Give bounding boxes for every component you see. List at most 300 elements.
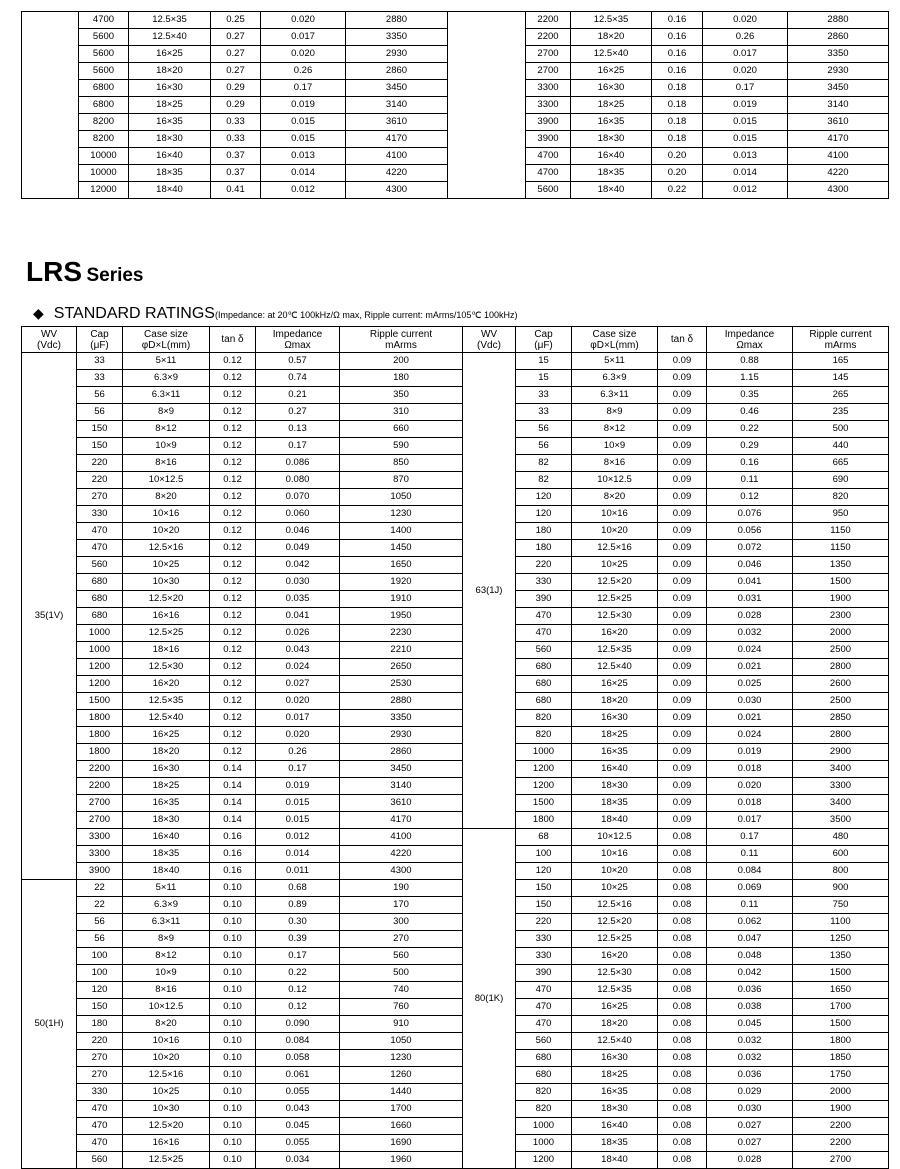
ratings-table-right — [462, 326, 889, 1169]
table-row — [22, 608, 463, 625]
ripple-current-value: 4170 — [788, 131, 889, 148]
impedance-value: 0.019 — [256, 778, 340, 795]
tan-delta-value: 0.18 — [652, 131, 703, 148]
tan-delta-value: 0.08 — [658, 982, 707, 999]
impedance-value: 0.035 — [256, 591, 340, 608]
cap-value: 180 — [77, 1016, 123, 1033]
impedance-header-line: Impedance — [724, 328, 775, 340]
cap-value: 330 — [516, 948, 572, 965]
impedance-value: 0.041 — [707, 574, 793, 591]
cap-value: 680 — [77, 608, 123, 625]
case-size-value: 18×20 — [572, 693, 658, 710]
tan-delta-value: 0.08 — [658, 1118, 707, 1135]
tan-delta-value: 0.09 — [658, 557, 707, 574]
case-size-value: 18×40 — [572, 1152, 658, 1169]
case-size-value: 12.5×20 — [123, 1118, 210, 1135]
tan-delta-value: 0.09 — [658, 710, 707, 727]
ripple-current-value: 3450 — [788, 80, 889, 97]
case-size-header — [572, 327, 658, 353]
ripple-current-value: 2860 — [788, 29, 889, 46]
impedance-value: 0.030 — [707, 693, 793, 710]
ripple-current-value: 3500 — [793, 812, 889, 829]
ripple-current-value: 480 — [793, 829, 889, 846]
ripple-current-value: 3610 — [788, 114, 889, 131]
case-size-value: 16×30 — [572, 1050, 658, 1067]
cap-value: 1000 — [77, 642, 123, 659]
tan-delta-value: 0.29 — [211, 97, 261, 114]
case-size-value: 12.5×16 — [572, 897, 658, 914]
case-size-value: 8×9 — [123, 931, 210, 948]
ripple-current-value: 2600 — [793, 676, 889, 693]
table-row — [22, 965, 463, 982]
tan-delta-value: 0.18 — [652, 114, 703, 131]
case-size-header — [123, 327, 210, 353]
cap-value: 3900 — [526, 131, 571, 148]
cap-value: 470 — [77, 540, 123, 557]
case-size-value: 16×25 — [571, 63, 652, 80]
tan-delta-value: 0.08 — [658, 965, 707, 982]
tan-delta-value: 0.09 — [658, 693, 707, 710]
cap-value: 330 — [77, 1084, 123, 1101]
case-size-value: 8×16 — [123, 455, 210, 472]
ripple-current-value: 1150 — [793, 540, 889, 557]
ripple-current-value: 2500 — [793, 642, 889, 659]
cap-value: 3900 — [526, 114, 571, 131]
cap-value: 1800 — [516, 812, 572, 829]
cap-value: 100 — [77, 948, 123, 965]
series-word: Series — [86, 265, 144, 286]
cap-value: 220 — [77, 1033, 123, 1050]
tan-delta-value: 0.18 — [652, 80, 703, 97]
impedance-value: 0.061 — [256, 1067, 340, 1084]
impedance-value: 0.22 — [256, 965, 340, 982]
ripple-current-value: 3350 — [346, 29, 448, 46]
ripple-current-header — [793, 327, 889, 353]
tan-delta-value: 0.08 — [658, 948, 707, 965]
case-size-value: 18×35 — [572, 795, 658, 812]
cap-value: 220 — [77, 472, 123, 489]
cap-value: 56 — [77, 931, 123, 948]
case-size-value: 12.5×35 — [572, 982, 658, 999]
tan-delta-value: 0.09 — [658, 489, 707, 506]
impedance-value: 0.46 — [707, 404, 793, 421]
cap-value: 33 — [77, 353, 123, 370]
tan-delta-value: 0.09 — [658, 387, 707, 404]
case-size-value: 16×20 — [572, 948, 658, 965]
ripple-current-value: 2900 — [793, 744, 889, 761]
case-size-value: 12.5×16 — [123, 540, 210, 557]
case-size-value: 16×40 — [123, 829, 210, 846]
cap-value: 82 — [516, 455, 572, 472]
ripple-current-value: 4220 — [340, 846, 463, 863]
case-size-value: 10×12.5 — [572, 472, 658, 489]
case-size-value: 8×16 — [123, 982, 210, 999]
table-row — [463, 489, 889, 506]
impedance-value: 0.027 — [256, 676, 340, 693]
cap-value: 1000 — [516, 1135, 572, 1152]
table-row — [22, 438, 463, 455]
case-size-value: 16×25 — [572, 999, 658, 1016]
impedance-value: 0.22 — [707, 421, 793, 438]
impedance-value: 0.026 — [256, 625, 340, 642]
cap-value: 56 — [77, 387, 123, 404]
ripple-current-value: 1250 — [793, 931, 889, 948]
wv-header — [463, 327, 516, 353]
table-row — [22, 795, 463, 812]
case-size-value: 10×20 — [572, 523, 658, 540]
ripple-current-value: 590 — [340, 438, 463, 455]
ripple-current-value: 4220 — [346, 165, 448, 182]
tan-delta-value: 0.10 — [210, 880, 256, 897]
case-size-value: 12.5×16 — [572, 540, 658, 557]
ripple-current-value: 1900 — [793, 591, 889, 608]
cap-value: 150 — [77, 999, 123, 1016]
tan-delta-value: 0.09 — [658, 404, 707, 421]
cap-value: 1200 — [77, 659, 123, 676]
ripple-current-value: 500 — [340, 965, 463, 982]
ripple-current-value: 1850 — [793, 1050, 889, 1067]
tan-delta-value: 0.12 — [210, 727, 256, 744]
tan-delta-value: 0.10 — [210, 1084, 256, 1101]
case-size-value: 18×20 — [129, 63, 211, 80]
impedance-value: 0.046 — [707, 557, 793, 574]
cap-value: 1500 — [516, 795, 572, 812]
case-size-value: 18×35 — [571, 165, 652, 182]
cap-value: 470 — [77, 1135, 123, 1152]
impedance-value: 0.060 — [256, 506, 340, 523]
table-row — [463, 455, 889, 472]
cap-value: 15 — [516, 353, 572, 370]
table-row — [463, 1118, 889, 1135]
case-size-value: 12.5×16 — [123, 1067, 210, 1084]
cap-value: 33 — [516, 387, 572, 404]
tan-delta-value: 0.08 — [658, 914, 707, 931]
impedance-value: 0.042 — [707, 965, 793, 982]
impedance-value: 0.11 — [707, 846, 793, 863]
ripple-current-value: 690 — [793, 472, 889, 489]
impedance-value: 0.11 — [707, 472, 793, 489]
ripple-current-value: 3450 — [340, 761, 463, 778]
tan-delta-value: 0.10 — [210, 1135, 256, 1152]
cap-value: 2200 — [526, 29, 571, 46]
case-size-value: 8×9 — [123, 404, 210, 421]
case-size-value: 12.5×20 — [572, 914, 658, 931]
table-row — [22, 574, 463, 591]
impedance-value: 0.17 — [261, 80, 346, 97]
table-row — [22, 114, 448, 131]
ratings-table-left — [21, 326, 463, 1169]
impedance-value: 0.032 — [707, 1033, 793, 1050]
cap-value: 56 — [77, 404, 123, 421]
impedance-value: 0.043 — [256, 1101, 340, 1118]
case-size-value: 18×16 — [123, 642, 210, 659]
tan-delta-value: 0.08 — [658, 931, 707, 948]
table-row — [463, 693, 889, 710]
cap-value: 22 — [77, 880, 123, 897]
case-size-value: 12.5×30 — [123, 659, 210, 676]
table-row — [22, 1118, 463, 1135]
case-size-value: 16×25 — [129, 46, 211, 63]
tan-delta-value: 0.20 — [652, 148, 703, 165]
table-row — [463, 1084, 889, 1101]
tan-delta-value: 0.10 — [210, 914, 256, 931]
cap-value: 2700 — [77, 795, 123, 812]
table-row — [463, 472, 889, 489]
ripple-current-value: 1050 — [340, 1033, 463, 1050]
table-row — [22, 1050, 463, 1067]
cap-value: 1200 — [77, 676, 123, 693]
tan-delta-value: 0.08 — [658, 1050, 707, 1067]
ripple-current-value: 1960 — [340, 1152, 463, 1169]
table-row — [22, 659, 463, 676]
table-row — [463, 557, 889, 574]
table-row — [22, 455, 463, 472]
table-row — [463, 1135, 889, 1152]
case-size-value: 8×12 — [123, 421, 210, 438]
ripple-current-value: 2200 — [793, 1135, 889, 1152]
tan-delta-value: 0.08 — [658, 863, 707, 880]
impedance-value: 0.020 — [261, 12, 346, 29]
cap-value: 470 — [77, 1101, 123, 1118]
cap-value: 5600 — [79, 46, 129, 63]
diamond-icon: ◆ — [33, 305, 44, 321]
impedance-value: 0.070 — [256, 489, 340, 506]
case-size-value: 16×16 — [123, 1135, 210, 1152]
case-size-value: 16×40 — [571, 148, 652, 165]
table-row — [22, 29, 448, 46]
impedance-value: 0.027 — [707, 1118, 793, 1135]
table-row — [463, 1152, 889, 1169]
case-size-value: 10×9 — [572, 438, 658, 455]
table-row — [22, 1016, 463, 1033]
impedance-value: 0.090 — [256, 1016, 340, 1033]
wv-cell: 35(1V) — [22, 353, 77, 880]
ripple-current-value: 2500 — [793, 693, 889, 710]
cap-value: 150 — [516, 897, 572, 914]
tan-delta-value: 0.27 — [211, 63, 261, 80]
tan-delta-value: 0.12 — [210, 472, 256, 489]
case-size-value: 12.5×35 — [129, 12, 211, 29]
table-row — [463, 744, 889, 761]
wv-cell: 50(1H) — [22, 880, 77, 1169]
impedance-value: 0.017 — [703, 46, 788, 63]
table-row — [22, 370, 463, 387]
tan-delta-value: 0.09 — [658, 778, 707, 795]
case-size-value: 18×30 — [123, 812, 210, 829]
tan-delta-value: 0.12 — [210, 489, 256, 506]
impedance-value: 0.17 — [256, 438, 340, 455]
cap-value: 3300 — [77, 846, 123, 863]
case-size-value: 12.5×25 — [123, 625, 210, 642]
table-row — [22, 1084, 463, 1101]
series-title — [26, 256, 144, 288]
table-row — [22, 914, 463, 931]
cap-value: 2700 — [77, 812, 123, 829]
ripple-current-value: 2860 — [340, 744, 463, 761]
table-row — [463, 778, 889, 795]
cap-value: 3300 — [526, 97, 571, 114]
ripple-current-value: 2930 — [788, 63, 889, 80]
impedance-value: 0.048 — [707, 948, 793, 965]
table-row — [463, 914, 889, 931]
table-row — [22, 353, 463, 370]
impedance-value: 0.019 — [707, 744, 793, 761]
tan-delta-value: 0.09 — [658, 455, 707, 472]
impedance-value: 0.17 — [703, 80, 788, 97]
table-row — [22, 999, 463, 1016]
table-row — [22, 846, 463, 863]
ripple-current-value: 1150 — [793, 523, 889, 540]
ripple-current-header-line: mArms — [385, 339, 417, 351]
case-size-value: 8×12 — [123, 948, 210, 965]
case-size-value: 18×40 — [129, 182, 211, 199]
tan-delta-value: 0.10 — [210, 999, 256, 1016]
table-row — [463, 710, 889, 727]
impedance-value: 0.027 — [707, 1135, 793, 1152]
impedance-value: 0.028 — [707, 1152, 793, 1169]
wv-cell: 80(1K) — [463, 829, 516, 1169]
tan-delta-value: 0.08 — [658, 1016, 707, 1033]
cap-value: 56 — [516, 438, 572, 455]
impedance-value: 0.034 — [256, 1152, 340, 1169]
tan-delta-value: 0.16 — [652, 29, 703, 46]
case-size-value: 12.5×35 — [572, 642, 658, 659]
ripple-current-value: 1350 — [793, 557, 889, 574]
table-row — [22, 1033, 463, 1050]
cap-value: 1000 — [516, 1118, 572, 1135]
table-row — [463, 1067, 889, 1084]
case-size-value: 8×20 — [572, 489, 658, 506]
case-size-value: 16×25 — [572, 676, 658, 693]
ripple-current-value: 740 — [340, 982, 463, 999]
case-size-value: 12.5×25 — [572, 931, 658, 948]
tan-delta-value: 0.09 — [658, 659, 707, 676]
wv-header-line: WV — [40, 328, 58, 340]
impedance-value: 0.084 — [256, 1033, 340, 1050]
cap-value: 8200 — [79, 114, 129, 131]
tan-delta-value: 0.08 — [658, 999, 707, 1016]
tan-delta-value: 0.12 — [210, 591, 256, 608]
table-row — [463, 965, 889, 982]
ripple-current-value: 2930 — [346, 46, 448, 63]
tan-delta-value: 0.12 — [210, 438, 256, 455]
cap-value: 2700 — [526, 63, 571, 80]
ripple-current-value: 2880 — [340, 693, 463, 710]
impedance-value: 0.043 — [256, 642, 340, 659]
table-row — [22, 948, 463, 965]
table-row — [463, 404, 889, 421]
cap-value: 68 — [516, 829, 572, 846]
table-row — [22, 182, 448, 199]
case-size-value: 18×40 — [123, 863, 210, 880]
tan-delta-value: 0.10 — [210, 982, 256, 999]
tan-delta-value: 0.37 — [211, 148, 261, 165]
case-size-value: 5×11 — [123, 880, 210, 897]
case-size-value: 16×35 — [572, 1084, 658, 1101]
case-size-value: 18×30 — [572, 1101, 658, 1118]
case-size-value: 12.5×30 — [572, 965, 658, 982]
impedance-value: 0.29 — [707, 438, 793, 455]
impedance-value: 0.26 — [256, 744, 340, 761]
tan-delta-value: 0.37 — [211, 165, 261, 182]
cap-header-line: Cap — [90, 328, 109, 340]
tan-delta-value: 0.12 — [210, 557, 256, 574]
cap-value: 470 — [77, 523, 123, 540]
tan-delta-value: 0.08 — [658, 1152, 707, 1169]
impedance-value: 0.012 — [256, 829, 340, 846]
cap-value: 100 — [77, 965, 123, 982]
ripple-current-value: 3400 — [793, 761, 889, 778]
ripple-current-value: 4300 — [340, 863, 463, 880]
impedance-value: 0.017 — [707, 812, 793, 829]
impedance-value: 0.014 — [703, 165, 788, 182]
case-size-header-line: Case size — [592, 328, 637, 340]
tan-delta-value: 0.12 — [210, 693, 256, 710]
cap-value: 2700 — [526, 46, 571, 63]
table-row — [463, 574, 889, 591]
top-right-ratings-table — [447, 11, 889, 199]
ripple-current-header-line: Ripple current — [369, 328, 433, 340]
impedance-value: 0.16 — [707, 455, 793, 472]
ripple-current-value: 850 — [340, 455, 463, 472]
impedance-value: 0.045 — [256, 1118, 340, 1135]
case-size-value: 18×25 — [123, 778, 210, 795]
table-row — [22, 693, 463, 710]
case-size-value: 12.5×35 — [123, 693, 210, 710]
top-left-ratings-table — [21, 11, 448, 199]
ripple-current-header — [340, 327, 463, 353]
table-row — [22, 421, 463, 438]
ripple-current-header-line: mArms — [824, 339, 857, 351]
table-row — [463, 795, 889, 812]
case-size-value: 10×25 — [123, 557, 210, 574]
impedance-value: 0.26 — [261, 63, 346, 80]
ripple-current-value: 2300 — [793, 608, 889, 625]
ripple-current-value: 4100 — [346, 148, 448, 165]
case-size-value: 12.5×35 — [571, 12, 652, 29]
impedance-value: 1.15 — [707, 370, 793, 387]
impedance-value: 0.047 — [707, 931, 793, 948]
impedance-value: 0.21 — [256, 387, 340, 404]
cap-value: 560 — [516, 1033, 572, 1050]
case-size-value: 18×35 — [123, 846, 210, 863]
tan-delta-value: 0.09 — [658, 353, 707, 370]
case-size-value: 8×16 — [572, 455, 658, 472]
tan-delta-value: 0.14 — [210, 812, 256, 829]
case-size-value: 10×25 — [572, 557, 658, 574]
case-size-value: 18×35 — [572, 1135, 658, 1152]
cap-value: 680 — [77, 574, 123, 591]
case-size-value: 10×20 — [572, 863, 658, 880]
case-size-header-line: Case size — [144, 328, 188, 340]
ripple-current-value: 270 — [340, 931, 463, 948]
case-size-value: 16×30 — [572, 710, 658, 727]
ripple-current-value: 3350 — [788, 46, 889, 63]
tan-delta-value: 0.09 — [658, 727, 707, 744]
tan-delta-value: 0.10 — [210, 1101, 256, 1118]
tan-delta-value: 0.08 — [658, 1084, 707, 1101]
table-row — [22, 744, 463, 761]
tan-delta-value: 0.08 — [658, 1135, 707, 1152]
ripple-current-value: 1650 — [793, 982, 889, 999]
ripple-current-value: 2530 — [340, 676, 463, 693]
tan-delta-value: 0.09 — [658, 472, 707, 489]
ripple-current-value: 665 — [793, 455, 889, 472]
impedance-value: 0.88 — [707, 353, 793, 370]
ripple-current-value: 600 — [793, 846, 889, 863]
impedance-value: 0.080 — [256, 472, 340, 489]
table-row — [22, 710, 463, 727]
